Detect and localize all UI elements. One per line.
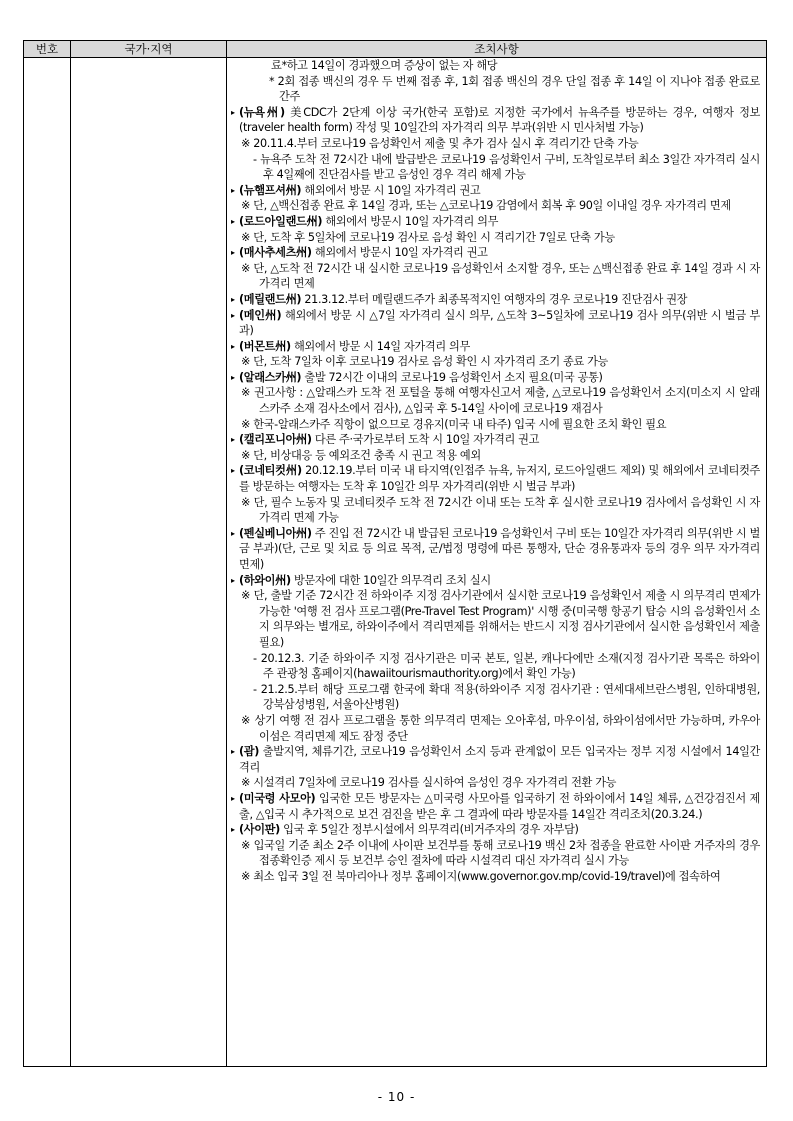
state-text: 해외에서 방문 시 △7일 자가격리 실시 의무, △도착 3~5일차에 코로나19 검사 의무(위반 시 벌금 부과) bbox=[239, 308, 760, 338]
state-name: (알래스카州) bbox=[239, 370, 302, 384]
note-line: ※ 상기 여행 전 검사 프로그램을 통한 의무격리 면제는 오아후섬, 마우이섬, 하와이섬에서만 가능하며, 카우아이섬은 격리면제 제도 잠정 중단 bbox=[241, 713, 760, 743]
state-entry bbox=[231, 791, 760, 822]
bullet-triangle-icon: ▸ bbox=[231, 575, 235, 585]
state-entry bbox=[231, 308, 760, 339]
bullet-triangle-icon: ▸ bbox=[231, 341, 235, 351]
bullet-triangle-icon: ▸ bbox=[231, 825, 235, 835]
bullet-triangle-icon: ▸ bbox=[231, 528, 235, 538]
measures-table bbox=[23, 40, 767, 1067]
state-entry bbox=[231, 105, 760, 136]
state-entry bbox=[231, 245, 760, 261]
state-name: (캘리포니아州) bbox=[239, 433, 312, 447]
state-text: 해외에서 방문시 10일 자가격리 권고 bbox=[311, 246, 488, 260]
state-text: 입국한 모든 방문자는 △미국령 사모아를 입국하기 전 하와이에서 14일 체류, △건강검진서 제출, △입국 시 추가적으로 보건 검진을 받은 후 그 결과에 따라 방문자를 14일간 격리조치(20.3.24.) bbox=[239, 791, 760, 821]
note-line: ※ 단, △백신접종 완료 후 14일 경과, 또는 △코로나19 감염에서 회복 후 90일 이내일 경우 자가격리 면제 bbox=[241, 199, 731, 213]
measures-content bbox=[227, 58, 766, 884]
state-text: 해외에서 방문시 10일 자가격리 의무 bbox=[322, 214, 499, 228]
state-text: 출발지역, 체류기간, 코로나19 음성확인서 소지 등과 관계없이 모든 입국자는 정부 지정 시설에서 14일간 격리 bbox=[239, 745, 760, 774]
note-line: ※ 단, 비상대응 등 예외조건 충족 시 권고 적용 예외 bbox=[241, 448, 481, 462]
page-number: - 10 - bbox=[377, 1090, 416, 1104]
continuation-line: 료*하고 14일이 경과했으며 증상이 없는 자 해당 bbox=[271, 59, 498, 72]
state-entry bbox=[231, 339, 760, 355]
state-name: (메릴랜드州) bbox=[239, 292, 302, 306]
state-entry bbox=[231, 822, 760, 838]
bullet-triangle-icon: ▸ bbox=[231, 216, 235, 226]
state-entry bbox=[231, 370, 760, 386]
state-text: 해외에서 방문 시 10일 자가격리 권고 bbox=[301, 183, 481, 197]
state-text: 입국 후 5일간 정부시설에서 의무격리(비거주자의 경우 자부담) bbox=[279, 823, 579, 837]
state-entry bbox=[231, 463, 760, 494]
footnote-line: * 2회 접종 백신의 경우 두 번째 접종 후, 1회 접종 백신의 경우 단일 접종 후 14일 이 지나야 접종 완료로 간주 bbox=[269, 74, 760, 104]
state-entry bbox=[231, 744, 760, 775]
state-entry bbox=[231, 183, 760, 199]
bullet-triangle-icon: ▸ bbox=[231, 107, 235, 117]
bullet-triangle-icon: ▸ bbox=[231, 294, 235, 304]
bullet-triangle-icon: ▸ bbox=[231, 310, 235, 320]
header-measures: 조치사항 bbox=[227, 41, 767, 58]
bullet-triangle-icon: ▸ bbox=[231, 747, 235, 757]
note-line: ※ 권고사항 : △알래스카 도착 전 포털을 통해 여행자신고서 제출, △코로나19 음성확인서 소지(미소지 시 알래스카주 소재 검사소에서 검사), △입국 후 5-14일 사이에 코로나19 재검사 bbox=[241, 386, 760, 416]
state-entry bbox=[231, 214, 760, 230]
header-country-region: 국가·지역 bbox=[71, 41, 227, 58]
note-line: ※ 단, 도착 후 5일차에 코로나19 검사로 음성 확인 시 격리기간 7일로 단축 가능 bbox=[241, 230, 615, 244]
table-row bbox=[24, 58, 767, 1067]
state-name: (메인州) bbox=[239, 308, 282, 322]
state-entry bbox=[231, 573, 760, 589]
state-name: (매사추세츠州) bbox=[239, 246, 312, 260]
state-text: 다른 주·국가로부터 도착 시 10일 자가격리 권고 bbox=[311, 433, 540, 447]
state-text: 주 진입 전 72시간 내 발급된 코로나19 음성확인서 구비 또는 10일간 자가격리 의무(위반 시 벌금 부과)(단, 근로 및 치료 등 의료 목적, 군/법정 명령에 따른 통행자, 단순 경유통과자 등의 경우 의무 자가격리 면제) bbox=[239, 526, 760, 571]
state-text: 출발 72시간 이내의 코로나19 음성확인서 소지 필요(미국 공통) bbox=[301, 370, 603, 384]
state-name: (뉴욕州) bbox=[239, 105, 285, 119]
state-name: (버몬트州) bbox=[239, 339, 291, 353]
country-cell bbox=[71, 58, 227, 1067]
state-name: (펜실베니아州) bbox=[239, 526, 312, 540]
note-line: ※ 단, 도착 7일차 이후 코로나19 검사로 음성 확인 시 자가격리 조기 종료 가능 bbox=[241, 355, 609, 369]
note-line: ※ 단, 출발 기준 72시간 전 하와이주 지정 검사기관에서 실시한 코로나19 음성확인서 제출 시 의무격리 면제가 가능한 '여행 전 검사 프로그램(Pre-Travel Test Program)' 시행 중(미국행 항공기 탑승 시의 음성확인서 소지 의무와는 별개로, 하와이주에서 격리면제를 위해서는 반드시 지정 검사기관에서 실시한 음성확인서 제출 필요) bbox=[241, 589, 760, 649]
bullet-triangle-icon: ▸ bbox=[231, 372, 235, 382]
state-name: (미국령 사모아) bbox=[239, 791, 316, 805]
state-name: (하와이州) bbox=[239, 573, 291, 587]
detail-line: - 뉴욕주 도착 전 72시간 내에 발급받은 코로나19 음성확인서 구비, 도착일로부터 최소 3일간 자가격리 실시 후 4일째에 진단검사를 받고 음성인 경우 격리 해제 가능 bbox=[253, 152, 760, 182]
state-name: (뉴햄프셔州) bbox=[239, 183, 302, 197]
bullet-triangle-icon: ▸ bbox=[231, 435, 235, 445]
bullet-triangle-icon: ▸ bbox=[231, 248, 235, 258]
note-line: ※ 단, 필수 노동자 및 코네티컷주 도착 전 72시간 이내 또는 도착 후 실시한 코로나19 검사에서 음성확인 시 자가격리 면제 가능 bbox=[241, 495, 760, 525]
state-text: 20.12.19.부터 미국 내 타지역(인접주 뉴욕, 뉴저지, 로드아일랜드 제외) 및 해외에서 코네티컷주를 방문하는 여행자는 도착 후 10일간 의무 자가격리(위반 시 벌금 부과) bbox=[239, 464, 760, 494]
state-text: 21.3.12.부터 메릴랜드주가 최종목적지인 여행자의 경우 코로나19 진단검사 권장 bbox=[301, 292, 688, 306]
note-line: ※ 단, △도착 전 72시간 내 실시한 코로나19 음성확인서 소지할 경우, 또는 △백신접종 완료 후 14일 경과 시 자가격리 면제 bbox=[241, 261, 760, 291]
state-name: (로드아일랜드州) bbox=[239, 214, 323, 228]
state-entry bbox=[231, 292, 760, 308]
note-line: ※ 입국일 기준 최소 2주 이내에 사이판 보건부를 통해 코로나19 백신 2차 접종을 완료한 사이판 거주자의 경우 접종확인증 제시 등 보건부 승인 절차에 따라 시설격리 대신 자가격리 실시 가능 bbox=[241, 838, 760, 868]
bullet-triangle-icon: ▸ bbox=[231, 185, 235, 195]
note-line: ※ 한국-알래스카주 직항이 없으므로 경유지(미국 내 타주) 입국 시에 필요한 조치 확인 필요 bbox=[241, 417, 667, 431]
note-line: ※ 최소 입국 3일 전 북마리아나 정부 홈페이지(www.governor.gov.mp/covid-19/travel)에 접속하여 bbox=[241, 869, 721, 883]
table-header-row bbox=[24, 41, 767, 58]
detail-line: - 21.2.5.부터 해당 프로그램 한국에 확대 적용(하와이주 지정 검사기관 : 연세대세브란스병원, 인하대병원, 강북삼성병원, 서울아산병원) bbox=[253, 682, 760, 712]
note-line: ※ 20.11.4.부터 코로나19 음성확인서 제출 및 추가 검사 실시 후 격리기간 단축 가능 bbox=[241, 136, 639, 150]
state-text: 방문자에 대한 10일간 의무격리 조치 실시 bbox=[290, 573, 491, 587]
state-entry bbox=[231, 432, 760, 448]
state-entry bbox=[231, 526, 760, 573]
note-line: ※ 시설격리 7일차에 코로나19 검사를 실시하여 음성인 경우 자가격리 전환 가능 bbox=[241, 776, 617, 790]
detail-line: - 20.12.3. 기준 하와이주 지정 검사기관은 미국 본토, 일본, 캐나다에만 소재(지정 검사기관 목록은 하와이주 관광청 홈페이지(hawaiitourismauthority.org)에서 확인 가능) bbox=[253, 651, 760, 681]
state-text: 美CDC가 2단계 이상 국가(한국 포함)로 지정한 국가에서 뉴욕주를 방문하는 경우, 여행자 정보(traveler health form) 작성 및 10일간의 자가격리 의무 부과(위반 시 민사처벌 가능) bbox=[239, 105, 760, 135]
state-text: 해외에서 방문 시 14일 자가격리 의무 bbox=[290, 339, 470, 353]
bullet-triangle-icon: ▸ bbox=[231, 793, 235, 803]
bullet-triangle-icon: ▸ bbox=[231, 466, 235, 476]
state-name: (사이판) bbox=[239, 823, 280, 837]
number-cell bbox=[24, 58, 71, 1067]
measures-cell bbox=[227, 58, 767, 1067]
header-number: 번호 bbox=[24, 41, 71, 58]
state-name: (코네티컷州) bbox=[239, 464, 302, 478]
state-name: (괌) bbox=[239, 745, 259, 759]
